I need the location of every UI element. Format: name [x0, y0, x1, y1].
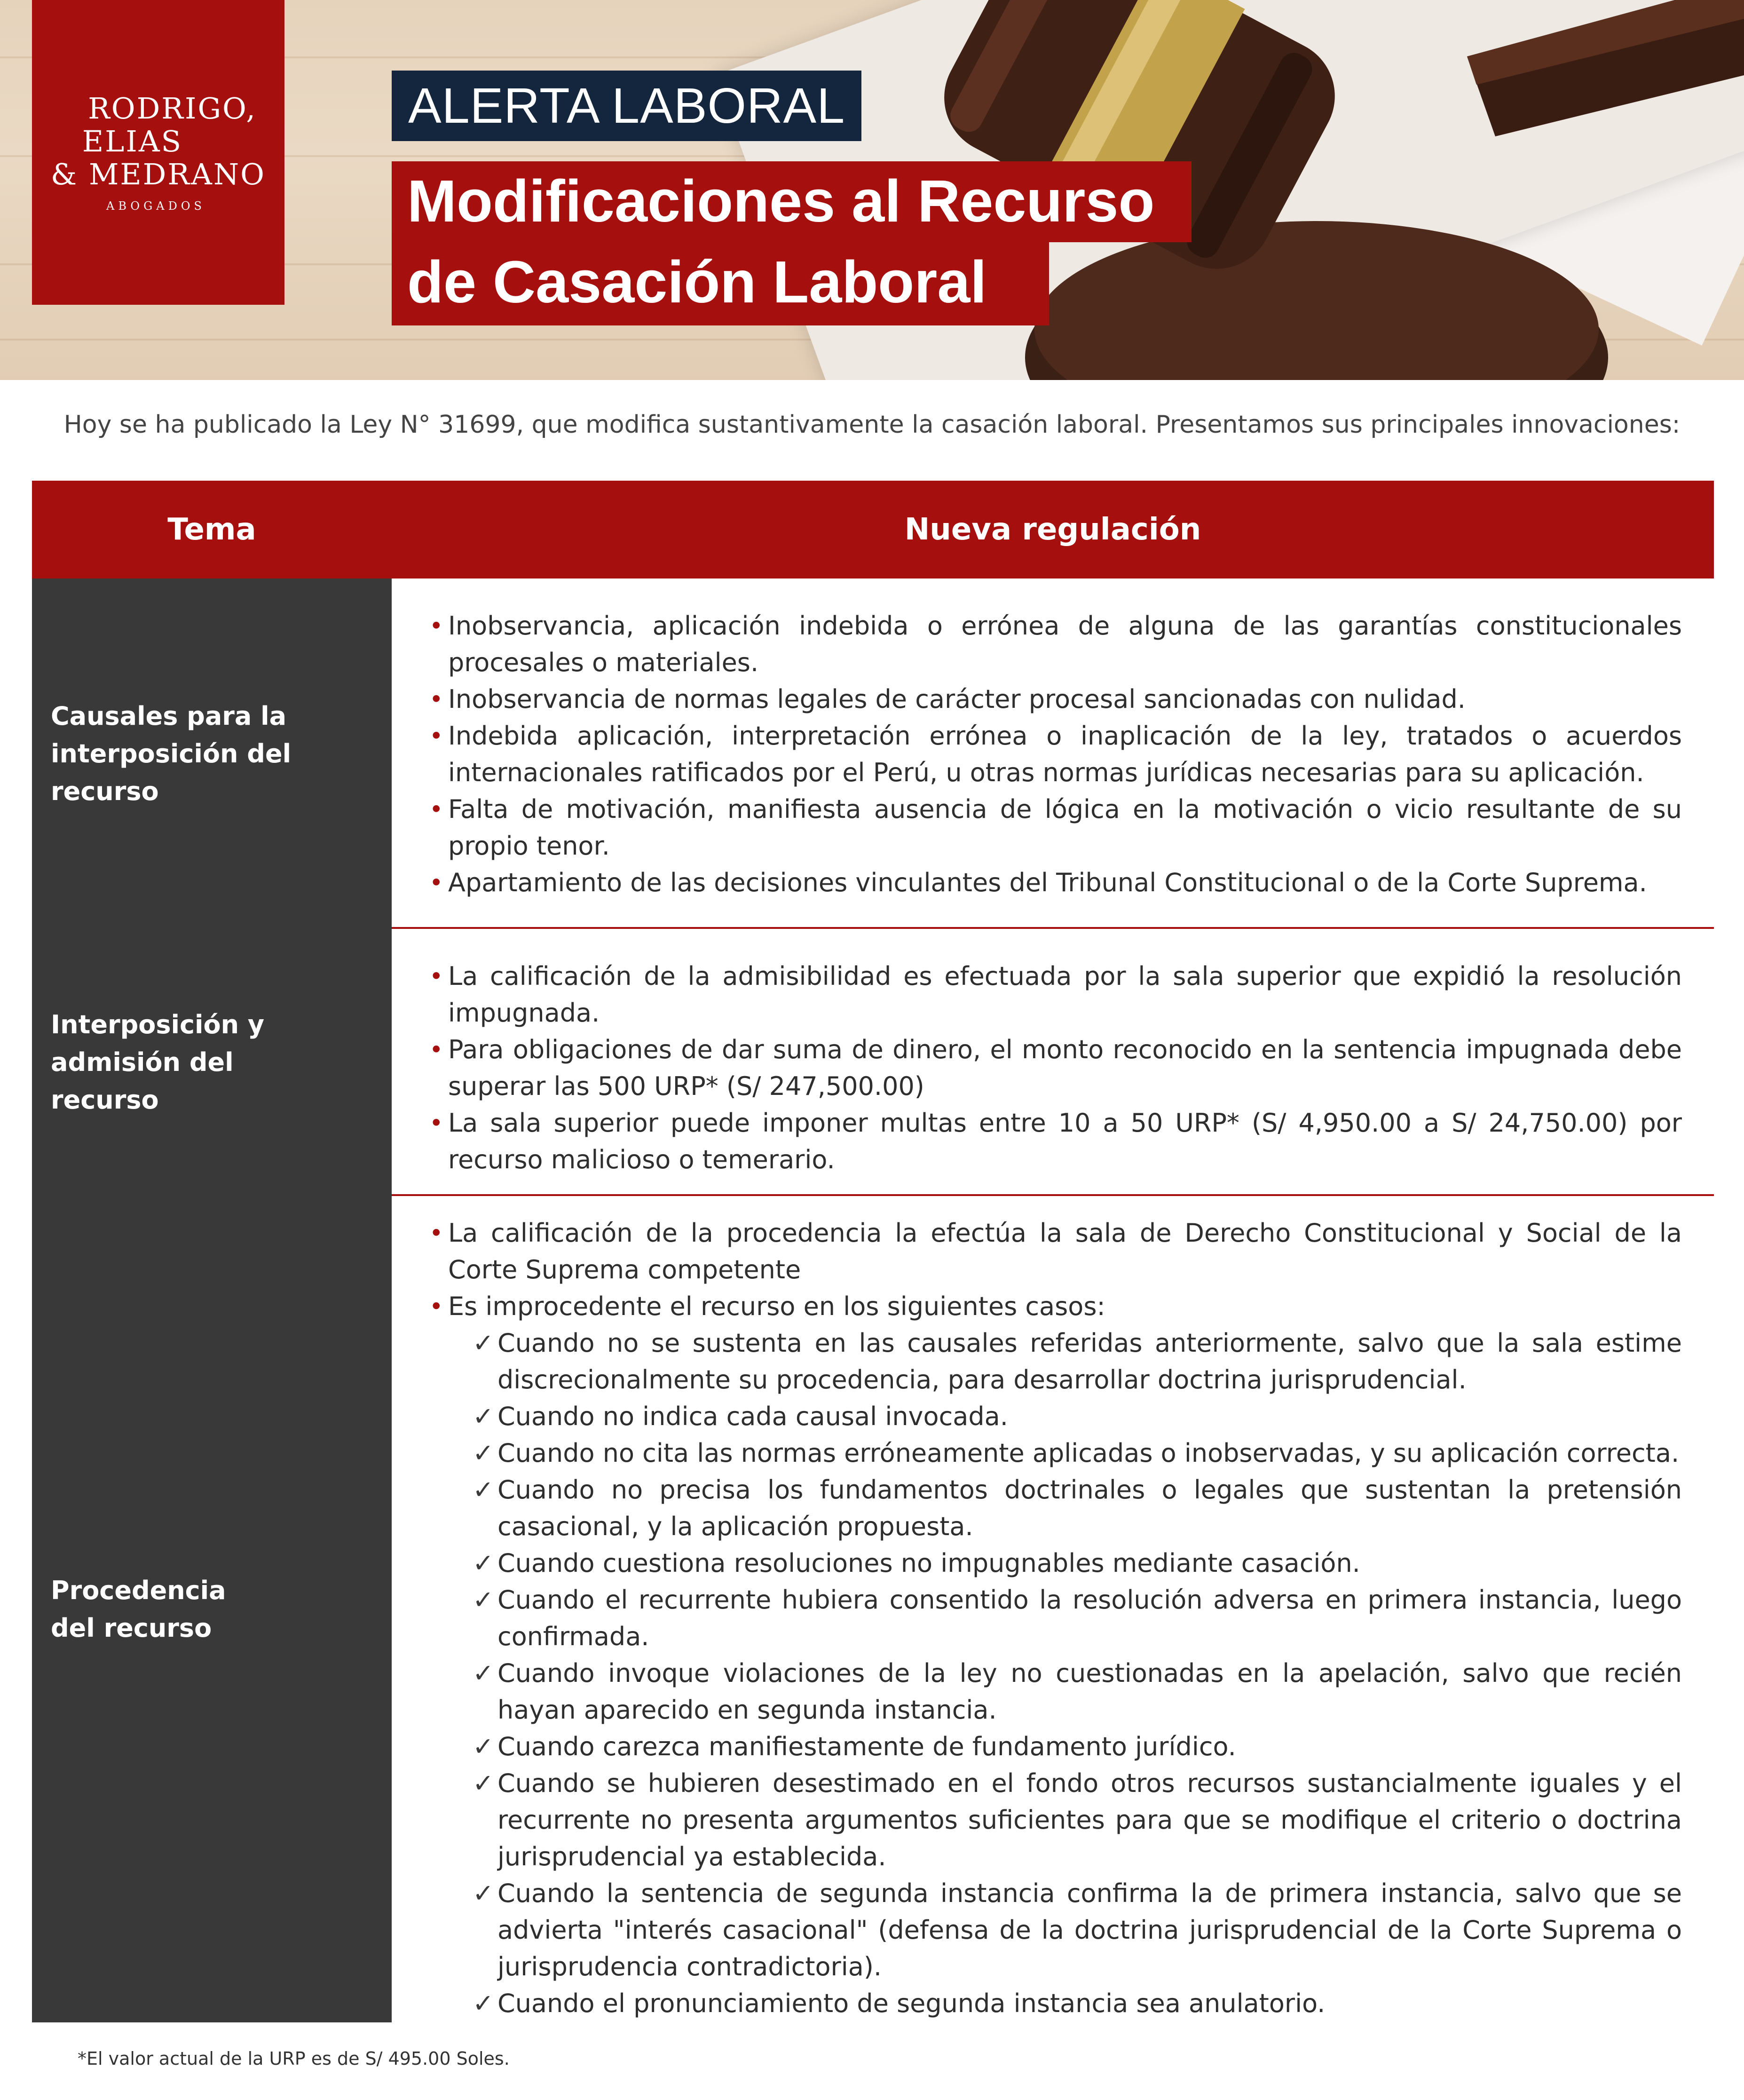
- list-item-text: Cuando no se sustenta en las causales referidas anteriormente, salvo que la sala estime discrecionalmente su procedencia, para desarrollar doctrina jurisprudencial.: [497, 1328, 1682, 1395]
- table-row: [32, 1196, 1714, 2022]
- checkmark-icon: ✓: [473, 1732, 494, 1761]
- table-header: [32, 481, 1714, 578]
- list-item-text: Cuando no cita las normas erróneamente aplicadas o inobservadas, y su aplicación correcta.: [497, 1438, 1680, 1468]
- column-header-tema: Tema: [167, 512, 256, 547]
- logo-subtitle: ABOGADOS: [106, 199, 205, 213]
- header-banner: [0, 0, 1744, 380]
- list-item-text: Cuando la sentencia de segunda instancia confirma la de primera instancia, salvo que se advierta "interés casacional" (defensa de la doctrina jurisprudencial de la Corte Suprema o jurisprudencia contradictoria).: [497, 1878, 1682, 1981]
- list-item-text: La calificación de la admisibilidad es efectuada por la sala superior que expidió la resolución impugnada.: [448, 961, 1682, 1028]
- sub-list-item: [429, 1325, 1682, 1398]
- sub-list-item: [429, 1985, 1682, 2022]
- table-row: [32, 578, 1714, 929]
- list-item: [429, 1288, 1682, 1325]
- list-item: [429, 1105, 1682, 1178]
- red-dot-icon: •: [429, 686, 443, 713]
- checkmark-icon: ✓: [473, 1475, 494, 1505]
- logo-text-line: ELIAS: [82, 124, 183, 158]
- regulation-table: [32, 481, 1714, 2022]
- list-item-text: Para obligaciones de dar suma de dinero, el monto reconocido en la sentencia impugnada debe superar las 500 URP* (S/ 247,500.00): [448, 1035, 1682, 1101]
- checkmark-icon: ✓: [473, 1585, 494, 1615]
- column-header-regulacion: Nueva regulación: [904, 512, 1201, 547]
- row-topic: [32, 578, 392, 929]
- red-dot-icon: •: [429, 722, 443, 750]
- sub-list-item: [429, 1655, 1682, 1728]
- red-dot-icon: •: [429, 1220, 443, 1247]
- checkmark-icon: ✓: [473, 1768, 494, 1798]
- checkmark-icon: ✓: [473, 1878, 494, 1908]
- list-item-text: Cuando el recurrente hubiera consentido la resolución adversa en primera instancia, luego confirmada.: [497, 1585, 1682, 1651]
- sub-list-item: [429, 1728, 1682, 1765]
- list-item-text: Inobservancia de normas legales de carácter procesal sancionadas con nulidad.: [448, 684, 1466, 714]
- checkmark-icon: ✓: [473, 1328, 494, 1358]
- list-item-text: Falta de motivación, manifiesta ausencia de lógica en la motivación o vicio resultante de su propio tenor.: [448, 794, 1682, 861]
- list-item: [429, 958, 1682, 1031]
- red-dot-icon: •: [429, 963, 443, 990]
- row-topic-label: Interposición y admisión del recurso: [51, 1010, 265, 1115]
- sub-list-item: [429, 1875, 1682, 1985]
- list-item-text: Indebida aplicación, interpretación errónea o inaplicación de la ley, tratados o acuerdos internacionales ratificados por el Perú, u otras normas jurídicas necesarias para su aplicación.: [448, 721, 1682, 787]
- list-item-text: Cuando se hubieren desestimado en el fondo otros recursos sustancialmente iguales y el recurrente no presenta argumentos suficientes para que se modifique el criterio o doctrina jurisprudencial ya establecida.: [497, 1768, 1682, 1871]
- checkmark-icon: ✓: [473, 1402, 494, 1431]
- red-dot-icon: •: [429, 796, 443, 823]
- list-item: [429, 864, 1682, 901]
- sub-list-item: [429, 1545, 1682, 1582]
- page-title: de Casación Laboral: [392, 242, 1049, 325]
- list-item-text: La calificación de la procedencia la efectúa la sala de Derecho Constitucional y Social de la Corte Suprema competente: [448, 1218, 1682, 1284]
- row-content: [392, 929, 1714, 1196]
- sub-list-item: [429, 1435, 1682, 1472]
- list-item-text: Cuando el pronunciamiento de segunda instancia sea anulatorio.: [497, 1989, 1326, 2018]
- page-title: Modificaciones al Recurso: [392, 161, 1192, 242]
- list-item: [429, 791, 1682, 864]
- sub-list-item: [429, 1472, 1682, 1545]
- list-item-text: Cuando invoque violaciones de la ley no cuestionadas en la apelación, salvo que recién hayan aparecido en segunda instancia.: [497, 1658, 1682, 1725]
- alert-tag: ALERTA LABORAL: [392, 71, 861, 141]
- list-item-text: Cuando cuestiona resoluciones no impugnables mediante casación.: [497, 1548, 1360, 1578]
- list-item: [429, 681, 1682, 718]
- checkmark-icon: ✓: [473, 1658, 494, 1688]
- row-content: [392, 578, 1714, 929]
- row-topic: [32, 929, 392, 1196]
- list-item: [429, 1215, 1682, 1288]
- row-topic-label: Causales para la interposición del recurso: [51, 701, 292, 806]
- logo-text-line: RODRIGO,: [88, 91, 257, 126]
- list-item-text: Cuando no precisa los fundamentos doctrinales o legales que sustentan la pretensión casacional, y la aplicación propuesta.: [497, 1475, 1682, 1541]
- row-content: [392, 1196, 1714, 2022]
- table-row: [32, 929, 1714, 1196]
- sub-list-item: [429, 1582, 1682, 1655]
- row-topic-label: Procedencia del recurso: [51, 1575, 226, 1643]
- checkmark-icon: ✓: [473, 1989, 494, 2018]
- sub-list-item: [429, 1398, 1682, 1435]
- list-item-text: Apartamiento de las decisiones vinculantes del Tribunal Constitucional o de la Corte Suprema.: [448, 868, 1647, 897]
- red-dot-icon: •: [429, 612, 443, 640]
- logo-text-line: & MEDRANO: [51, 157, 266, 191]
- list-item-text: Cuando carezca manifiestamente de fundamento jurídico.: [497, 1732, 1236, 1761]
- red-dot-icon: •: [429, 869, 443, 896]
- sub-list-item: [429, 1765, 1682, 1875]
- footnote: *El valor actual de la URP es de S/ 495.00 Soles.: [78, 2048, 510, 2069]
- list-item-text: Inobservancia, aplicación indebida o errónea de alguna de las garantías constitucionales procesales o materiales.: [448, 611, 1682, 677]
- list-item-text: Cuando no indica cada causal invocada.: [497, 1402, 1008, 1431]
- list-item: [429, 608, 1682, 681]
- list-item-text: La sala superior puede imponer multas entre 10 a 50 URP* (S/ 4,950.00 a S/ 24,750.00) por recurso malicioso o temerario.: [448, 1108, 1682, 1174]
- intro-text: Hoy se ha publicado la Ley N° 31699, que modifica sustantivamente la casación laboral. Presentamos sus principales innovaciones:: [63, 411, 1681, 439]
- brand-logo: [32, 0, 284, 305]
- list-item: [429, 1031, 1682, 1105]
- red-dot-icon: •: [429, 1036, 443, 1063]
- red-dot-icon: •: [429, 1293, 443, 1320]
- list-item-text: Es improcedente el recurso en los siguientes casos:: [448, 1292, 1105, 1321]
- checkmark-icon: ✓: [473, 1438, 494, 1468]
- list-item: [429, 718, 1682, 791]
- red-dot-icon: •: [429, 1109, 443, 1137]
- checkmark-icon: ✓: [473, 1548, 494, 1578]
- row-topic: [32, 1196, 392, 2022]
